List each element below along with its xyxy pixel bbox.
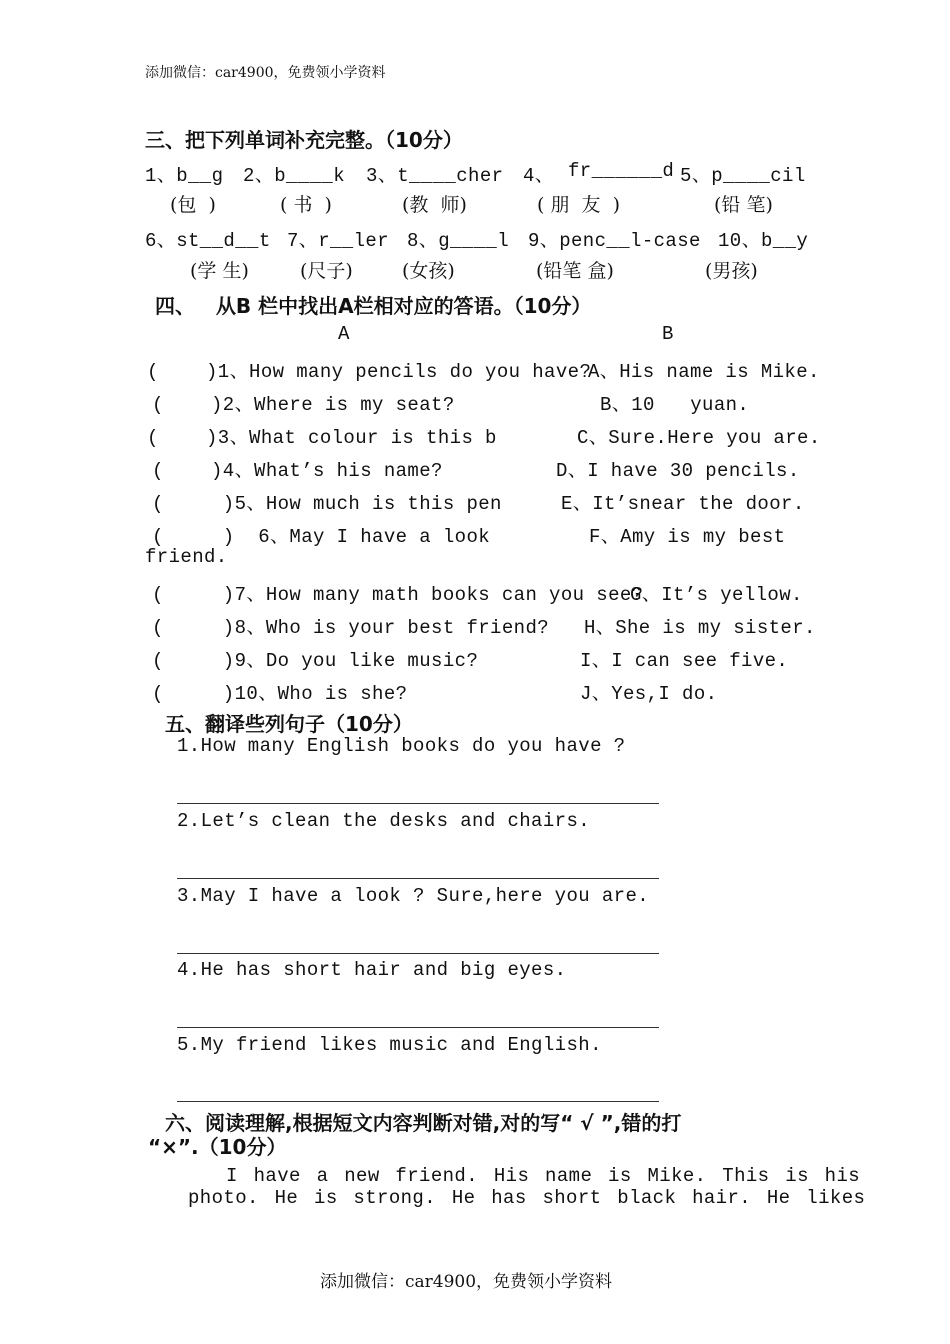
answer-line[interactable] (177, 803, 659, 804)
section4-answer: A、His name is Mike. (588, 361, 820, 383)
answer-line[interactable] (177, 953, 659, 954)
section4-answer: B、10 yuan. (600, 394, 750, 416)
section3-word-8: 8、g____l (407, 230, 510, 252)
section3-word-7: 7、r__ler (287, 230, 390, 252)
section3-meaning-10: (男孩) (705, 260, 758, 282)
section4-question: ( )7、How many math books can you see? (152, 584, 644, 606)
section4-question: ( )2、Where is my seat? (152, 394, 455, 416)
section4-title: 四、 从B 栏中找出A栏相对应的答语。（10分） (155, 294, 592, 318)
section4-question: ( )3、What colour is this b (147, 427, 497, 449)
section4-answer: I、I can see five. (580, 650, 789, 672)
section3-title: 三、把下列单词补充完整。（10分） (145, 128, 463, 152)
section4-answer-wrap: friend. (145, 546, 228, 568)
section4-question: ( ) 6、May I have a look (152, 526, 491, 548)
section4-column-a-label: A (338, 323, 350, 345)
section3-word-5: 5、p____cil (680, 165, 806, 187)
section3-meaning-3: (教 师) (402, 194, 467, 216)
section3-meaning-6: (学 生) (190, 260, 249, 282)
section5-title: 五、翻译些列句子（10分） (165, 712, 413, 736)
answer-line[interactable] (177, 878, 659, 879)
section4-answer: F、Amy is my best (589, 526, 786, 548)
header-note: 添加微信：car4900，免费领小学资料 (145, 65, 386, 81)
section4-question: ( )10、Who is she? (152, 683, 408, 705)
section4-question: ( )4、What’s his name? (152, 460, 443, 482)
section3-word-4: fr______d (568, 160, 675, 182)
section3-meaning-2: ( 书 ) (280, 194, 332, 216)
section6-passage-line1: I have a new friend. His name is Mike. This is his (226, 1165, 861, 1187)
section3-word-4-number: 4、 (523, 165, 555, 187)
section4-question: ( )5、How much is this pen (152, 493, 502, 515)
section4-answer: G、It’s yellow. (630, 584, 803, 606)
section5-sentence: 1.How many English books do you have ? (177, 735, 626, 757)
section3-word-9: 9、penc__l-case (528, 230, 701, 252)
section4-question: ( )9、Do you like music? (152, 650, 479, 672)
section4-column-b-label: B (662, 323, 674, 345)
section3-meaning-5: (铅 笔) (714, 194, 773, 216)
footer-note: 添加微信：car4900，免费领小学资料 (320, 1272, 613, 1292)
section3-word-2: 2、b____k (243, 165, 346, 187)
section5-sentence: 2.Let’s clean the desks and chairs. (177, 810, 591, 832)
section6-passage-line2: photo. He is strong. He has short black hair. He likes (188, 1187, 866, 1209)
section3-meaning-4: ( 朋 友 ) (537, 194, 621, 216)
section4-answer: C、Sure.Here you are. (577, 427, 821, 449)
section4-answer: D、I have 30 pencils. (556, 460, 800, 482)
section5-sentence: 5.My friend likes music and English. (177, 1034, 602, 1056)
section3-meaning-9: (铅笔 盒) (536, 260, 614, 282)
section4-question: ( )8、Who is your best friend? (152, 617, 550, 639)
section3-meaning-1: (包 ) (170, 194, 216, 216)
section6-title-line2: “×”.（10分） (148, 1135, 287, 1159)
section6-title-line1: 六、阅读理解,根据短文内容判断对错,对的写“ √ ”,错的打 (165, 1111, 682, 1135)
answer-line[interactable] (177, 1101, 659, 1102)
section5-sentence: 4.He has short hair and big eyes. (177, 959, 567, 981)
section4-answer: J、Yes,I do. (580, 683, 718, 705)
section4-answer: H、She is my sister. (584, 617, 816, 639)
section5-sentence: 3.May I have a look ? Sure,here you are. (177, 885, 650, 907)
answer-line[interactable] (177, 1027, 659, 1028)
section3-word-3: 3、t____cher (366, 165, 504, 187)
section4-question: ( )1、How many pencils do you have? (147, 361, 592, 383)
section3-meaning-7: (尺子) (300, 260, 353, 282)
section3-word-6: 6、st__d__t (145, 230, 271, 252)
section3-word-10: 10、b__y (718, 230, 809, 252)
section4-answer: E、It’snear the door. (561, 493, 805, 515)
section3-word-1: 1、b__g (145, 165, 224, 187)
section3-meaning-8: (女孩) (402, 260, 455, 282)
